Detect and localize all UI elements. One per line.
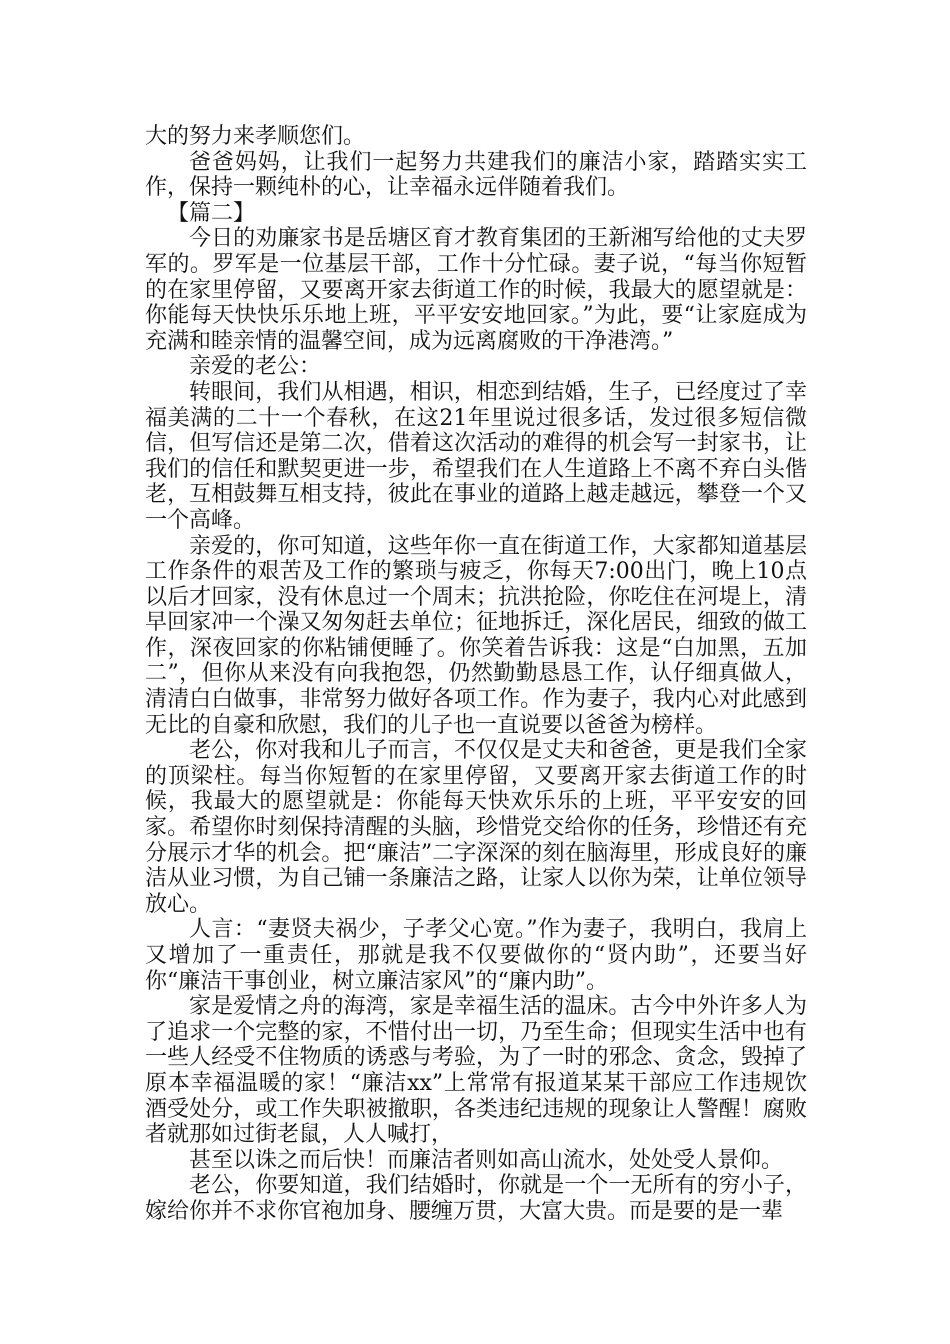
paragraph-marriage: 老公，你要知道，我们结婚时，你就是一个一无所有的穷小子，嫁给你并不求你官袍加身、腰缠万贯，大富大贵。而是要的是一辈	[145, 1173, 807, 1224]
paragraph-parents: 爸爸妈妈，让我们一起努力共建我们的廉洁小家，踏踏实实工作，保持一颗纯朴的心，让幸福永远伴随着我们。	[145, 149, 807, 201]
letter-salutation: 亲爱的老公：	[189, 354, 322, 380]
paragraph-proverb: 人言：“妻贤夫祸少，子孝父心宽。”作为妻子，我明白，我肩上又增加了一重责任，那就是我不仅要做你的“贤内助”，还要当好你“廉洁干事创业，树立廉洁家风”的“廉内助”。	[145, 917, 807, 994]
paragraph-continuation: 大的努力来孝顺您们。	[145, 124, 366, 149]
paragraph-integrity: 甚至以诛之而后快！而廉洁者则如高山流水，处处受人景仰。	[189, 1147, 784, 1173]
paragraph-memories: 转眼间，我们从相遇，相识，相恋到结婚，生子，已经度过了幸福美满的二十一个春秋，在这21年里说过很多话，发过很多短信微信，但写信还是第二次，借着这次活动的难得的机会写一封家书，让我们的信任和默契更进一步，希望我们在人生道路上不离不弃白头偕老，互相鼓舞互相支持，彼此在事业的道路上越走越远，攀登一个又一个高峰。	[145, 379, 807, 533]
paragraph-intro: 今日的劝廉家书是岳塘区育才教育集团的王新湘写给他的丈夫罗军的。罗军是一位基层干部，工作十分忙碌。妻子说，“每当你短暂的在家里停留，又要离开家去街道工作的时候，我最大的愿望就是：你能每天快快乐乐地上班，平平安安地回家。”为此，要“让家庭成为充满和睦亲情的温馨空间，成为远离腐败的干净港湾。”	[145, 226, 807, 354]
paragraph-work: 亲爱的，你可知道，这些年你一直在街道工作，大家都知道基层工作条件的艰苦及工作的繁琐与疲乏，你每天7:00出门，晚上10点以后才回家，没有休息过一个周末；抗洪抢险，你吃住在河堤上，清早回家冲一个澡又匆匆赶去单位；征地拆迁，深化居民，细致的做工作，深夜回家的你粘铺便睡了。你笑着告诉我：这是“白加黑，五加二”，但你从来没有向我抱怨，仍然勤勤恳恳工作，认仔细真做人，清清白白做事，非常努力做好各项工作。作为妻子，我内心对此感到无比的自豪和欣慰，我们的儿子也一直说要以爸爸为榜样。	[145, 533, 807, 738]
paragraph-family: 家是爱情之舟的海湾，家是幸福生活的温床。古今中外许多人为了追求一个完整的家，不惜付出一切，乃至生命；但现实生活中也有一些人经受不住物质的诱惑与考验，为了一时的邪念、贪念，毁掉了原本幸福温暖的家！“廉洁xx”上常常有报道某某干部应工作违规饮酒受处分，或工作失职被撤职，各类违纪违规的现象让人警醒！腐败者就那如过街老鼠，人人喊打，	[145, 994, 807, 1148]
section-heading: 【篇二】	[167, 200, 256, 226]
document-body	[145, 124, 807, 1225]
paragraph-pillar: 老公，你对我和儿子而言，不仅仅是丈夫和爸爸，更是我们全家的顶梁柱。每当你短暂的在家里停留，又要离开家去街道工作的时候，我最大的愿望就是：你能每天快欢乐乐的上班，平平安安的回家。希望你时刻保持清醒的头脑，珍惜党交给你的任务，珍惜还有充分展示才华的机会。把“廉洁”二字深深的刻在脑海里，形成良好的廉洁从业习惯，为自己铺一条廉洁之路，让家人以你为荣，让单位领导放心。	[145, 738, 807, 917]
